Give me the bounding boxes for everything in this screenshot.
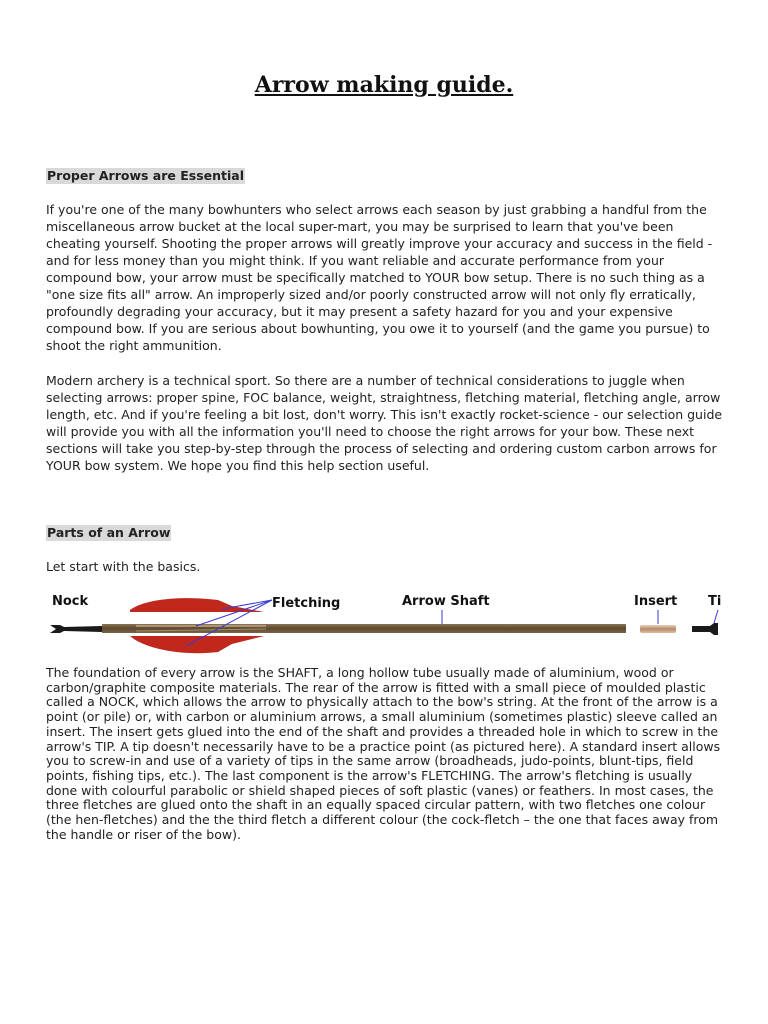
arrow-shaft	[102, 624, 626, 633]
nock	[50, 625, 102, 633]
label-tip: Ti	[708, 594, 722, 609]
insert	[640, 625, 676, 633]
paragraph-arrow-parts: The foundation of every arrow is the SHAFT, a long hollow tube usually made of aluminium, wood or carbon/graphite composite materials. The rear of the arrow is fitted with a small piece of moulded plastic called a NOCK, which allows the arrow to physically attach to the bow's string. At the front of the arrow is a point (or pile) or, with carbon or aluminium arrows, a small aluminium (sometimes plastic) sleeve called an insert. The insert gets glued into the end of the shaft and provides a threaded hole in which to screw in the arrow's TIP. A tip doesn't necessarily have to be a practice point (as pictured here). A standard insert allows you to screw-in and use of a variety of tips in the same arrow (broadheads, judo-points, blunt-tips, field points, fishing tips, etc.). The last component is the arrow's FLETCHING. The arrow's fletching is usually done with colourful parabolic or shield shaped pieces of soft plastic (vanes) or feathers. In most cases, the three fletches are glued onto the shaft in an equally spaced circular pattern, with two fletches one colour (the hen-fletches) and the the third fletch a different colour (the cock-fletch – the one that faces away from the handle or riser of the bow).	[46, 665, 721, 842]
arrow-parts-diagram	[46, 588, 722, 660]
paragraph-modern-archery: Modern archery is a technical sport. So there are a number of technical considerations to juggle when selecting arrows: proper spine, FOC balance, weight, straightness, fletching material, fletching angle, arrow length, etc. And if you're feeling a bit lost, don't worry. This isn't exactly rocket-science - our selection guide will provide you with all the information you'll need to choose the right arrows for your bow. These next sections will take you step-by-step through the process of selecting and ordering custom carbon arrows for YOUR bow system. We hope you find this help section useful.	[46, 373, 723, 473]
paragraph-proper-arrows: If you're one of the many bowhunters who select arrows each season by just grabbing a handful from the miscellaneous arrow bucket at the local super-mart, you may be surprised to learn that you've been cheating yourself. Shooting the proper arrows will greatly improve your accuracy and success in the field - and for less money than you might think. If you want reliable and accurate performance from your compound bow, your arrow must be specifically matched to YOUR bow setup. There is no such thing as a "one size fits all" arrow. An improperly sized and/or poorly constructed arrow will not only fly erratically, profoundly degrading your accuracy, but it may present a safety hazard for you and your expensive compound bow. If you are serious about bowhunting, you owe it to yourself (and the game you pursue) to shoot the right ammunition.	[46, 202, 713, 353]
section-heading-proper-arrows: Proper Arrows are Essential	[47, 168, 244, 183]
fletch-bottom	[130, 636, 264, 653]
label-fletching: Fletching	[272, 596, 341, 611]
tip	[692, 623, 718, 635]
arrow-illustration	[46, 588, 722, 660]
label-arrow-shaft: Arrow Shaft	[402, 594, 490, 609]
paragraph-basics: Let start with the basics.	[46, 559, 201, 574]
label-nock: Nock	[52, 594, 89, 609]
section-heading-parts: Parts of an Arrow	[47, 525, 171, 540]
page-title: Arrow making guide.	[254, 72, 514, 98]
label-insert: Insert	[634, 594, 678, 609]
